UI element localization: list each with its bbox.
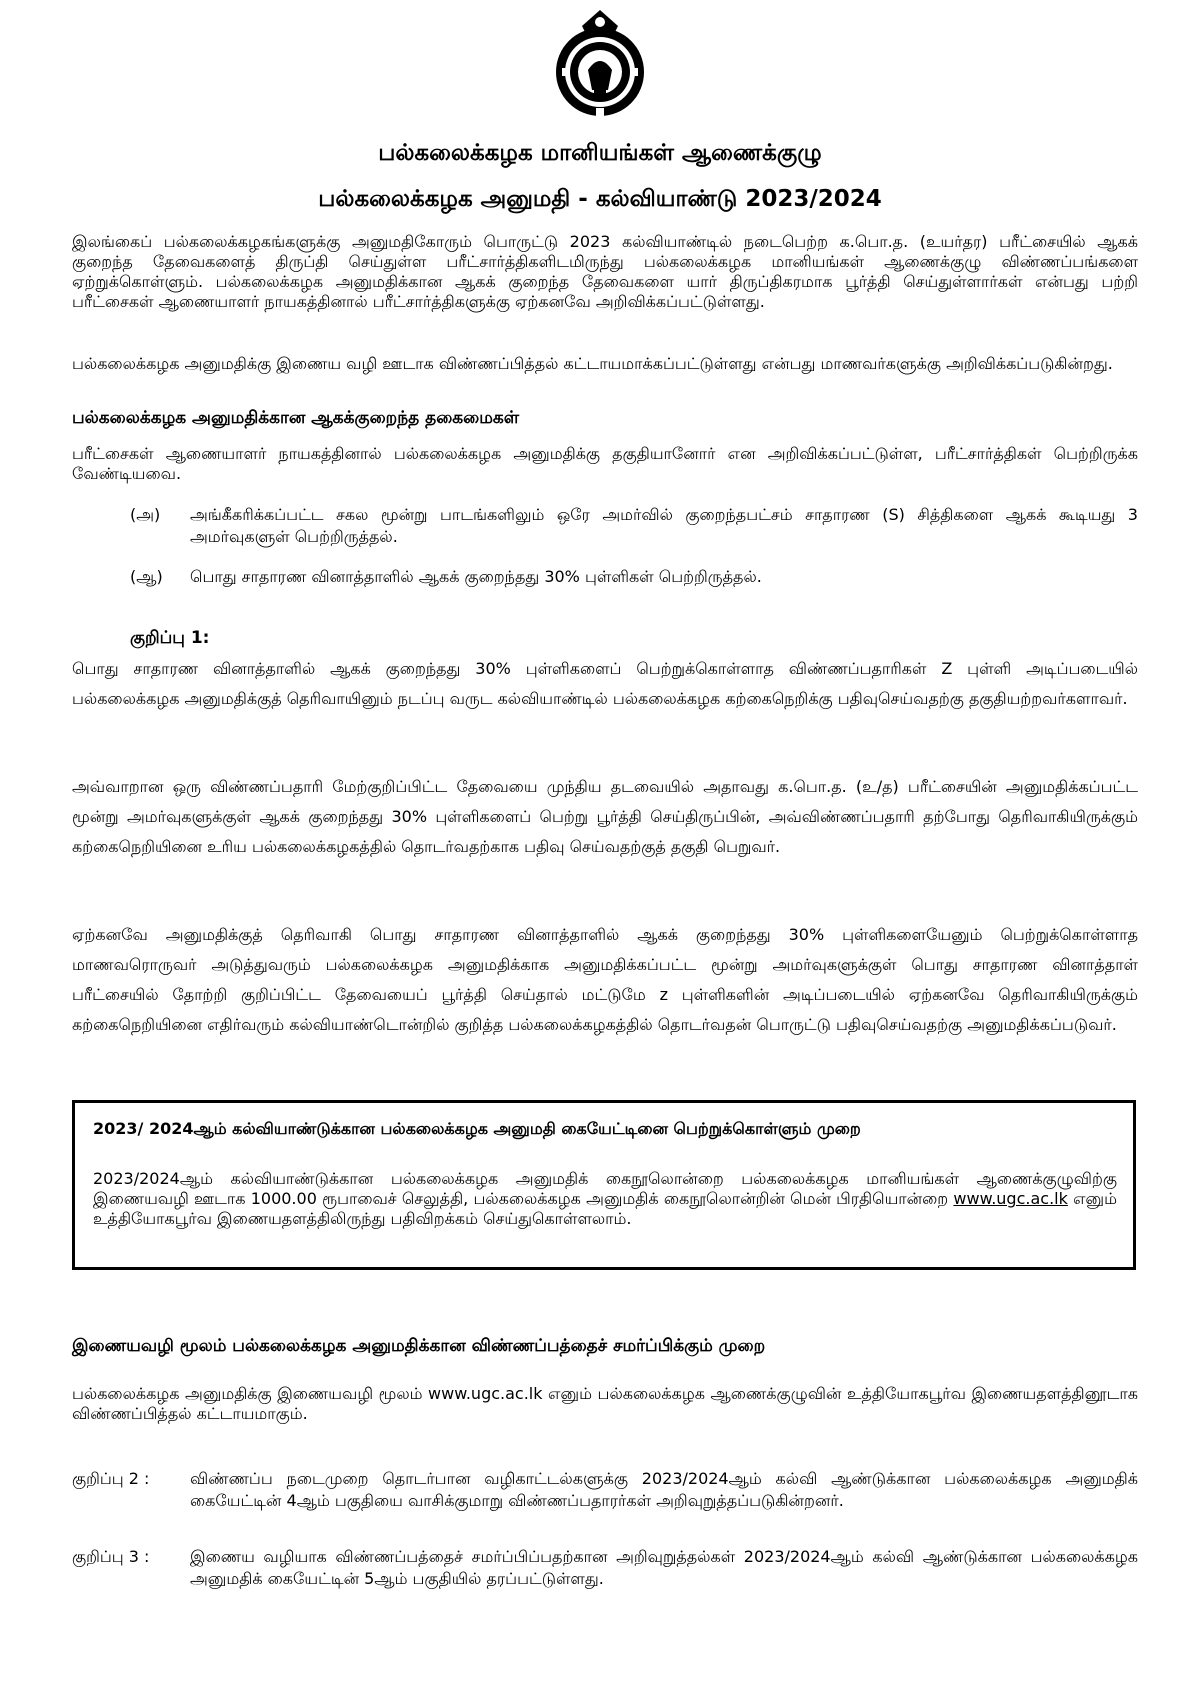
note-text: இணைய வழியாக விண்ணப்பத்தைச் சமர்ப்பிப்பதற்கான அறிவுறுத்தல்கள் 2023/2024ஆம் கல்வி ஆண்டுக்கான பல்கலைக்கழக அனுமதிக் கையேட்டின் 5ஆம் பகுதியில் தரப்பட்டுள்ளது. <box>190 1547 1138 1588</box>
requirement-label: (அ) <box>130 505 161 524</box>
intro-paragraph-1: இலங்கைப் பல்கலைக்கழகங்களுக்கு அனுமதிகோரும் பொருட்டு 2023 கல்வியாண்டில் நடைபெற்ற க.பொ.த. (உயர்தர) பரீட்சையில் ஆகக் குறைந்த தேவைகளைத் திருப்தி செய்துள்ள பரீட்சார்த்திகளிடமிருந்து பல்கலைக்கழக மானியங்கள் ஆணைக்குழு விண்ணப்பங்களை ஏற்றுக்கொள்ளும். பல்கலைக்கழக அனுமதிக்கான ஆகக் குறைந்த தேவைகளை யார் திருப்திகரமாக பூர்த்தி செய்துள்ளார்கள் என்பது பற்றி பரீட்சைகள் ஆணையாளர் நாயகத்தினால் பரீட்சார்த்திகளுக்கு ஏற்கனவே அறிவிக்கப்பட்டுள்ளது. <box>72 232 1138 311</box>
page-subtitle: பல்கலைக்கழக அனுமதி - கல்வியாண்டு 2023/2024 <box>318 186 882 212</box>
intro-paragraph-2: பல்கலைக்கழக அனுமதிக்கு இணைய வழி ஊடாக விண்ணப்பித்தல் கட்டாயமாக்கப்பட்டுள்ளது என்பது மாணவர்களுக்கு அறிவிக்கப்படுகின்றது. <box>72 354 1113 373</box>
handbook-text-after-link: எனும் உத்தியோகபூர்வ இணையதளத்திலிருந்து பதிவிறக்கம் செய்துகொள்ளலாம். <box>93 1189 1117 1228</box>
note-label: குறிப்பு 3 : <box>72 1547 150 1566</box>
handbook-text-before-link: 2023/2024ஆம் கல்வியாண்டுக்கான பல்கலைக்கழக அனுமதிக் கைநூலொன்றை பல்கலைக்கழக மானியங்கள் ஆணைக்குழுவிற்கு இணையவழி ஊடாக 1000.00 ரூபாவைச் செலுத்தி, பல்கலைக்கழக அனுமதிக் கைநூலொன்றின் மென் பிரதியொன்றை <box>93 1169 1117 1208</box>
requirement-label: (ஆ) <box>130 567 163 586</box>
note1-paragraph-3: ஏற்கனவே அனுமதிக்குத் தெரிவாகி பொது சாதாரண வினாத்தாளில் ஆகக் குறைந்தது 30% புள்ளிகளையேனும் பெற்றுக்கொள்ளாத மாணவரொருவர் அடுத்துவரும் பல்கலைக்கழக அனுமதிக்காக அனுமதிக்கப்பட்ட மூன்று அமர்வுகளுக்குள் பொது சாதாரண வினாத்தாள் பரீட்சையில் தோற்றி குறிப்பிட்ட தேவையைப் பூர்த்தி செய்தால் மட்டுமே z புள்ளிகளின் அடிப்படையில் ஏற்கனவே தெரிவாகியிருக்கும் கற்கைநெறியினை எதிர்வரும் கல்வியாண்டொன்றில் குறித்த பல்கலைக்கழகத்தில் தொடர்வதன் பொருட்டு பதிவுசெய்வதற்கு அனுமதிக்கப்படுவர். <box>72 925 1139 1034</box>
online-application-paragraph: பல்கலைக்கழக அனுமதிக்கு இணையவழி மூலம் www.ugc.ac.lk எனும் பல்கலைக்கழக ஆணைக்குழுவின் உத்தியோகபூர்வ இணையதளத்தினூடாக விண்ணப்பித்தல் கட்டாயமாகும். <box>72 1384 1138 1423</box>
handbook-box-title: 2023/ 2024ஆம் கல்வியாண்டுக்கான பல்கலைக்கழக அனுமதி கையேட்டினை பெற்றுக்கொள்ளும் முறை <box>93 1119 861 1138</box>
note1-paragraph-2: அவ்வாறான ஒரு விண்ணப்பதாரி மேற்குறிப்பிட்ட தேவையை முந்திய தடவையில் அதாவது க.பொ.த. (உ/த) பரீட்சையின் அனுமதிக்கப்பட்ட மூன்று அமர்வுகளுக்குள் ஆகக் குறைந்தது 30% புள்ளிகளைப் பெற்று பூர்த்தி செய்திருப்பின், அவ்விண்ணப்பதாரி தற்போது தெரிவாகியிருக்கும் கற்கைநெறியினை உரிய பல்கலைக்கழகத்தில் தொடர்வதற்காக பதிவு செய்வதற்குத் தகுதி பெறுவர். <box>72 777 1138 856</box>
online-application-heading: இணையவழி மூலம் பல்கலைக்கழக அனுமதிக்கான விண்ணப்பத்தைச் சமர்ப்பிக்கும் முறை <box>72 1336 766 1356</box>
handbook-info-box <box>72 1100 1136 1270</box>
university-grants-commission-emblem-icon <box>548 6 652 126</box>
note-text: விண்ணப்ப நடைமுறை தொடர்பான வழிகாட்டல்களுக்கு 2023/2024ஆம் கல்வி ஆண்டுக்கான பல்கலைக்கழக அனுமதிக் கையேட்டின் 4ஆம் பகுதியை வாசிக்குமாறு விண்ணப்பதாரர்கள் அறிவுறுத்தப்படுகின்றனர். <box>190 1469 1138 1510</box>
note-label: குறிப்பு 2 : <box>72 1469 150 1488</box>
ugc-website-link[interactable]: www.ugc.ac.lk <box>953 1189 1068 1208</box>
min-requirements-heading: பல்கலைக்கழக அனுமதிக்கான ஆகக்குறைந்த தகைமைகள் <box>72 408 520 428</box>
page-title: பல்கலைக்கழக மானியங்கள் ஆணைக்குழு <box>378 140 822 166</box>
handbook-box-body <box>93 1169 1117 1229</box>
note1-paragraph-1: பொது சாதாரண வினாத்தாளில் ஆகக் குறைந்தது 30% புள்ளிகளைப் பெற்றுக்கொள்ளாத விண்ணப்பதாரிகள் Z புள்ளி அடிப்படையில் பல்கலைக்கழக அனுமதிக்குத் தெரிவாயினும் நடப்பு வருட கல்வியாண்டில் பல்கலைக்கழக கற்கைநெறிக்கு பதிவுசெய்வதற்கு தகுதியற்றவர்களாவர். <box>72 659 1138 708</box>
requirement-text: பொது சாதாரண வினாத்தாளில் ஆகக் குறைந்தது 30% புள்ளிகள் பெற்றிருத்தல். <box>190 567 762 586</box>
min-requirements-intro: பரீட்சைகள் ஆணையாளர் நாயகத்தினால் பல்கலைக்கழக அனுமதிக்கு தகுதியானோர் என அறிவிக்கப்பட்டுள்ள, பரீட்சார்த்திகள் பெற்றிருக்க வேண்டியவை. <box>72 444 1138 483</box>
note1-heading: குறிப்பு 1: <box>130 628 210 648</box>
requirement-text: அங்கீகரிக்கப்பட்ட சகல மூன்று பாடங்களிலும் ஒரே அமர்வில் குறைந்தபட்சம் சாதாரண (S) சித்திகளை ஆகக் கூடியது 3 அமர்வுகளுள் பெற்றிருத்தல். <box>190 505 1138 546</box>
